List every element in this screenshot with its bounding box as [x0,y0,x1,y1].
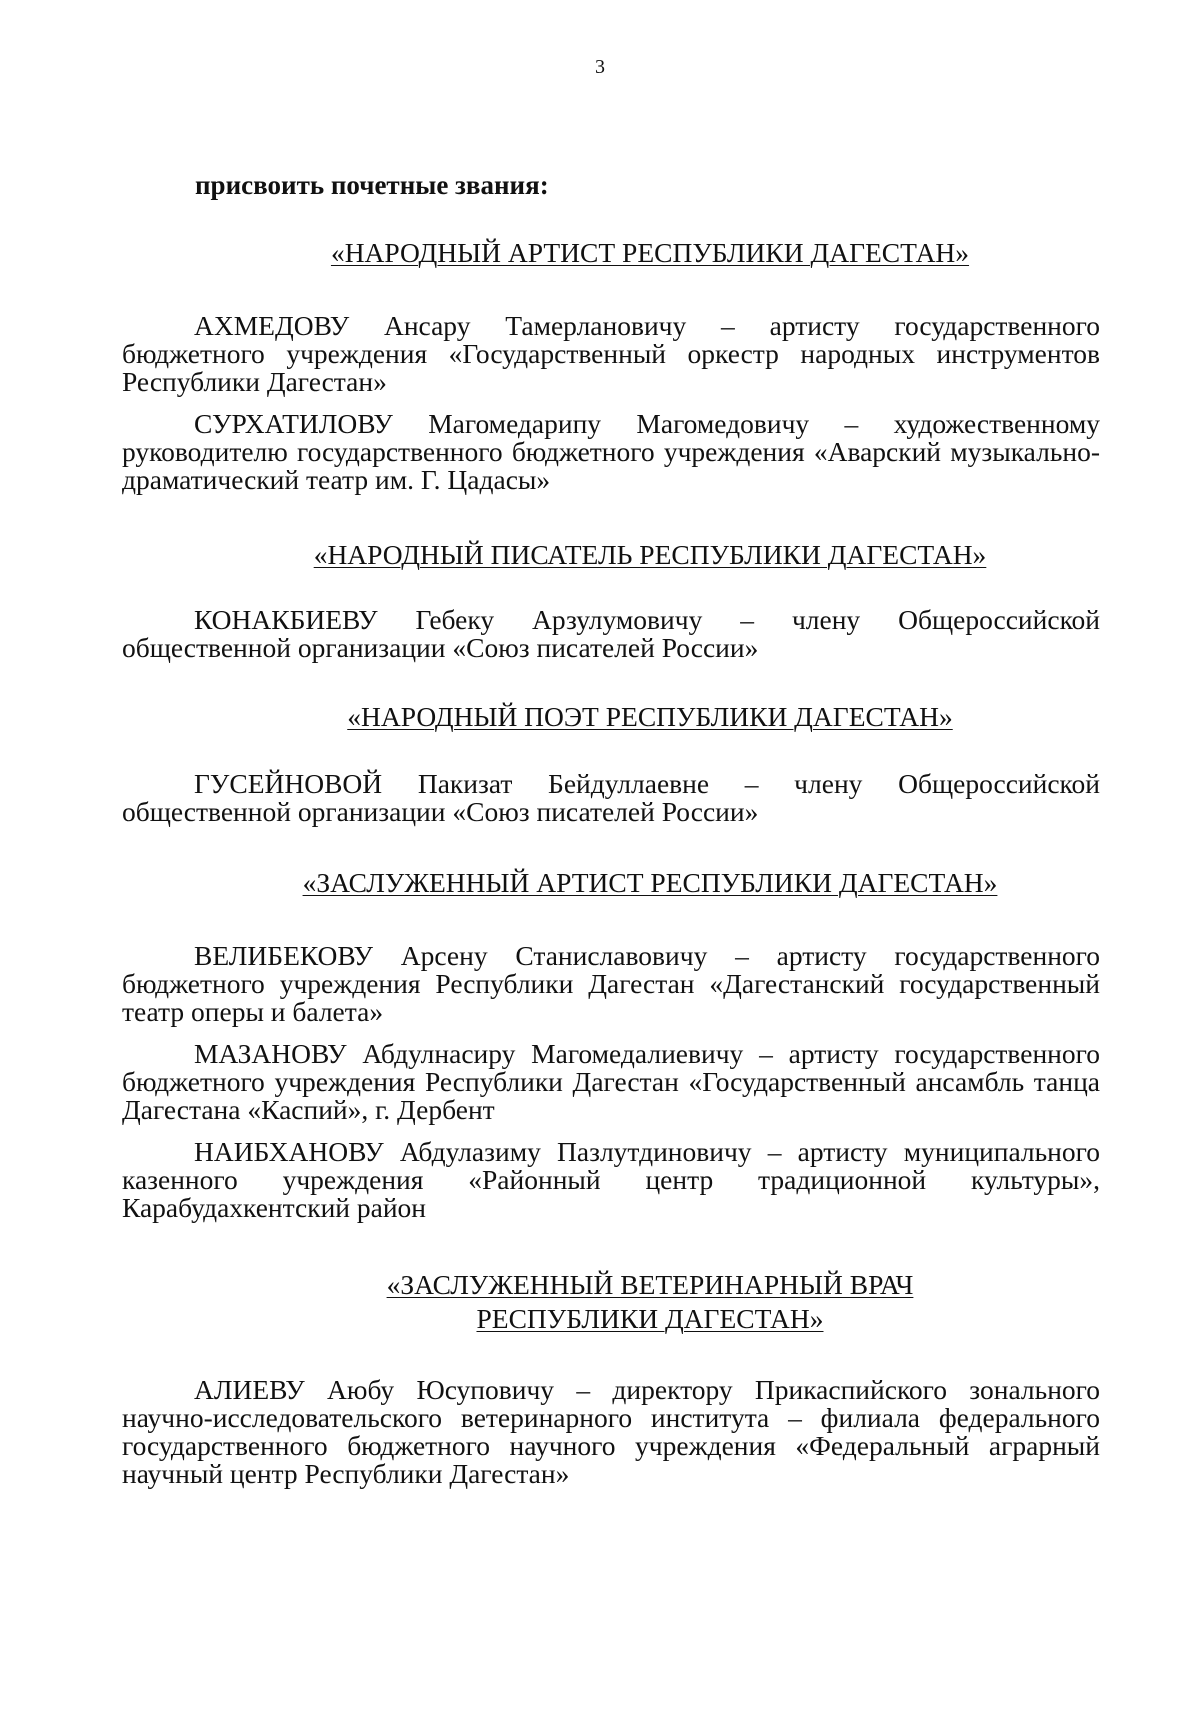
section-heading-people-poet: «НАРОДНЫЙ ПОЭТ РЕСПУБЛИКИ ДАГЕСТАН» [347,701,953,732]
page-number: 3 [595,56,605,78]
award-entry: НАИБХАНОВУ Абдулазиму Пазлутдиновичу – артисту муниципального казенного учреждения «Районный центр традиционной культуры», Карабудахкентский район [122,1136,1100,1223]
award-entry: СУРХАТИЛОВУ Магомедарипу Магомедовичу – художественному руководителю государственного бюджетного учреждения «Аварский музыкально-драматический театр им. Г. Цадасы» [122,408,1100,495]
section-heading-people-writer: «НАРОДНЫЙ ПИСАТЕЛЬ РЕСПУБЛИКИ ДАГЕСТАН» [313,539,987,570]
section-heading-honored-artist: «ЗАСЛУЖЕННЫЙ АРТИСТ РЕСПУБЛИКИ ДАГЕСТАН» [302,867,998,898]
award-entry: ВЕЛИБЕКОВУ Арсену Станиславовичу – артисту государственного бюджетного учреждения Республики Дагестан «Дагестанский государственный театр оперы и балета» [122,940,1100,1027]
section-heading-people-artist: «НАРОДНЫЙ АРТИСТ РЕСПУБЛИКИ ДАГЕСТАН» [330,237,970,268]
award-entry: ГУСЕЙНОВОЙ Пакизат Бейдуллаевне – члену Общероссийской общественной организации «Союз писателей России» [122,768,1100,827]
intro-text: присвоить почетные звания: [195,170,549,200]
award-entry: АХМЕДОВУ Ансару Тамерлановичу – артисту государственного бюджетного учреждения «Государственный оркестр народных инструментов Республики Дагестан» [122,310,1100,397]
section-heading-honored-vet-line2: РЕСПУБЛИКИ ДАГЕСТАН» [476,1303,824,1334]
award-entry: КОНАКБИЕВУ Гебеку Арзулумовичу – члену Общероссийской общественной организации «Союз писателей России» [122,604,1100,663]
section-heading-honored-vet-line1: «ЗАСЛУЖЕННЫЙ ВЕТЕРИНАРНЫЙ ВРАЧ [386,1269,914,1300]
award-entry: МАЗАНОВУ Абдулнасиру Магомедалиевичу – артисту государственного бюджетного учреждения Республики Дагестан «Государственный ансамбль танца Дагестана «Каспий», г. Дербент [122,1038,1100,1125]
award-entry: АЛИЕВУ Аюбу Юсуповичу – директору Прикаспийского зонального научно-исследовательского ветеринарного института – филиала федерального государственного бюджетного научного учреждения «Федеральный аграрный научный центр Республики Дагестан» [122,1374,1100,1489]
